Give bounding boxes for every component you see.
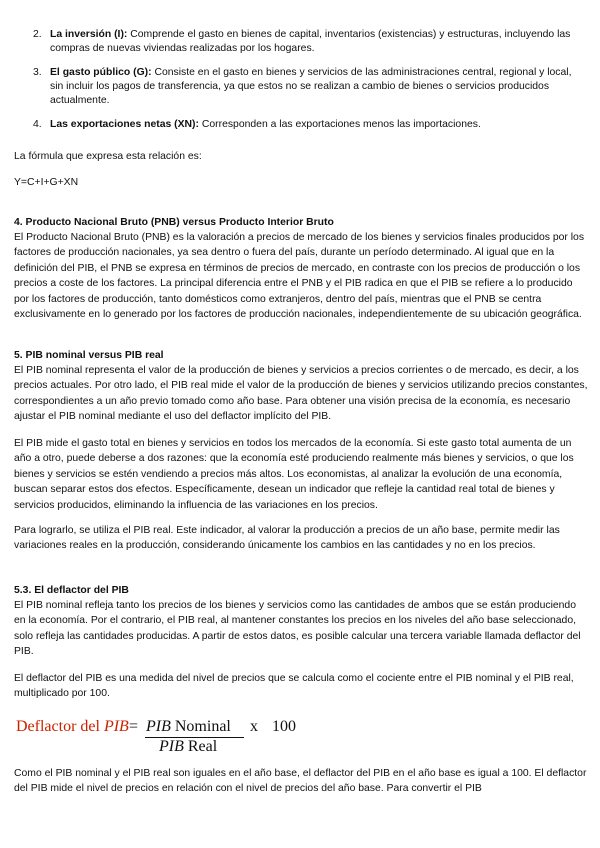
section-5-paragraph-2: El PIB mide el gasto total en bienes y servicios en todos los mercados de la economía. Si este gasto total aumenta de un año a otro, puede deberse a dos razones: que la economía esté produciendo realmente más bienes y servicios, o que los bienes y servicios se estén vendiendo a precios más altos. Los economistas, al analizar la evolución de una economía, buscan separar estos dos efectos. Específicamente, desean un indicador que refleje la cantidad real total de bienes y servicios producidos, eliminando la influencia de las variaciones en los precios. <box>14 438 574 511</box>
section-5-3-paragraph-3: Como el PIB nominal y el PIB real son iguales en el año base, el deflactor del PIB en el año base es igual a 100. El deflactor del PIB mide el nivel de precios en relación con el nivel de precios del año base. Para convertir el PIB <box>14 768 587 795</box>
formula-intro: La fórmula que expresa esta relación es: <box>14 151 202 162</box>
list-item-text: Corresponden a las exportaciones menos las importaciones. <box>198 119 481 130</box>
list-number: 3. <box>33 67 42 78</box>
list-item-text: Consiste en el gasto en bienes y servicios de las administraciones central, regional y local, sin incluir los pagos de transferencia, ya que estos no se realizan a cambio de bienes o servicios producidos actualmente. <box>50 67 572 106</box>
formula-text: Y=C+I+G+XN <box>14 177 79 188</box>
list-item-text: Comprende el gasto en bienes de capital, inventarios (existencias) y estructuras, incluyendo las compras de nuevas viviendas realizadas por los hogares. <box>50 29 571 54</box>
section-5-heading: 5. PIB nominal versus PIB real <box>14 350 164 361</box>
section-5-paragraph-3: Para lograrlo, se utiliza el PIB real. Este indicador, al valorar la producción a precios de un año base, permite medir las variaciones reales en la producción, considerando únicamente los cambios en las cantidades y no en los precios. <box>14 525 560 552</box>
formula-numerator: PIB Nominal <box>146 718 231 735</box>
formula-times: x <box>250 718 258 735</box>
formula-equals: = <box>129 718 139 735</box>
list-item-title: El gasto público (G): <box>50 67 152 78</box>
formula-hundred: 100 <box>272 718 296 735</box>
list-number: 4. <box>33 119 42 130</box>
formula-lhs: Deflactor del PIB <box>16 718 129 735</box>
list-item-title: La inversión (I): <box>50 29 128 40</box>
list-number: 2. <box>33 29 42 40</box>
deflator-formula <box>16 712 296 756</box>
list-item <box>28 118 584 132</box>
section-4-paragraph: El Producto Nacional Bruto (PNB) es la valoración a precios de mercado de los bienes y servicios finales producidos por los factores de producción nacionales, ya sea dentro o fuera del país, durante un período determinado. Al igual que en la definición del PIB, el PNB se expresa en términos de precios de mercado, en contraste con los precios de producción o los precios a coste de los factores. La principal diferencia entre el PNB y el PIB radica en que el PIB se refiere a lo producido por los factores de producción, tanto domésticos como extranjeros, dentro del país, mientras que el PNB se centra exclusivamente en lo generado por los factores de producción nacionales, independientemente de su ubicación geográfica. <box>14 232 585 321</box>
section-5-3-heading: 5.3. El deflactor del PIB <box>14 585 129 596</box>
list-item <box>28 66 584 108</box>
section-5-3-paragraph-1: El PIB nominal refleja tanto los precios de los bienes y servicios como las cantidades de ambos que se están produciendo en la economía. Por el contrario, el PIB real, al mantener constantes los precios en los niveles del año base seleccionado, solo refleja las cantidades producidas. A partir de estos datos, es posible calcular una tercera variable llamada deflactor del PIB. <box>14 600 581 658</box>
list-item <box>28 28 584 56</box>
section-5-paragraph-1: El PIB nominal representa el valor de la producción de bienes y servicios a precios corrientes o de mercado, es decir, a los precios actuales. Por otro lado, el PIB real mide el valor de la producción de bienes y servicios utilizando precios constantes, correspondientes a un año previo tomado como año base. Para obtener una visión precisa de la economía, es necesario ajustar el PIB nominal mediante el uso del deflactor implícito del PIB. <box>14 365 588 423</box>
list-item-title: Las exportaciones netas (XN): <box>50 119 199 130</box>
section-4-heading: 4. Producto Nacional Bruto (PNB) versus Producto Interior Bruto <box>14 217 334 228</box>
numbered-list <box>28 28 584 132</box>
formula-denominator: PIB Real <box>159 738 218 755</box>
section-5-3-paragraph-2: El deflactor del PIB es una medida del nivel de precios que se calcula como el cociente entre el PIB nominal y el PIB real, multiplicado por 100. <box>14 673 574 700</box>
